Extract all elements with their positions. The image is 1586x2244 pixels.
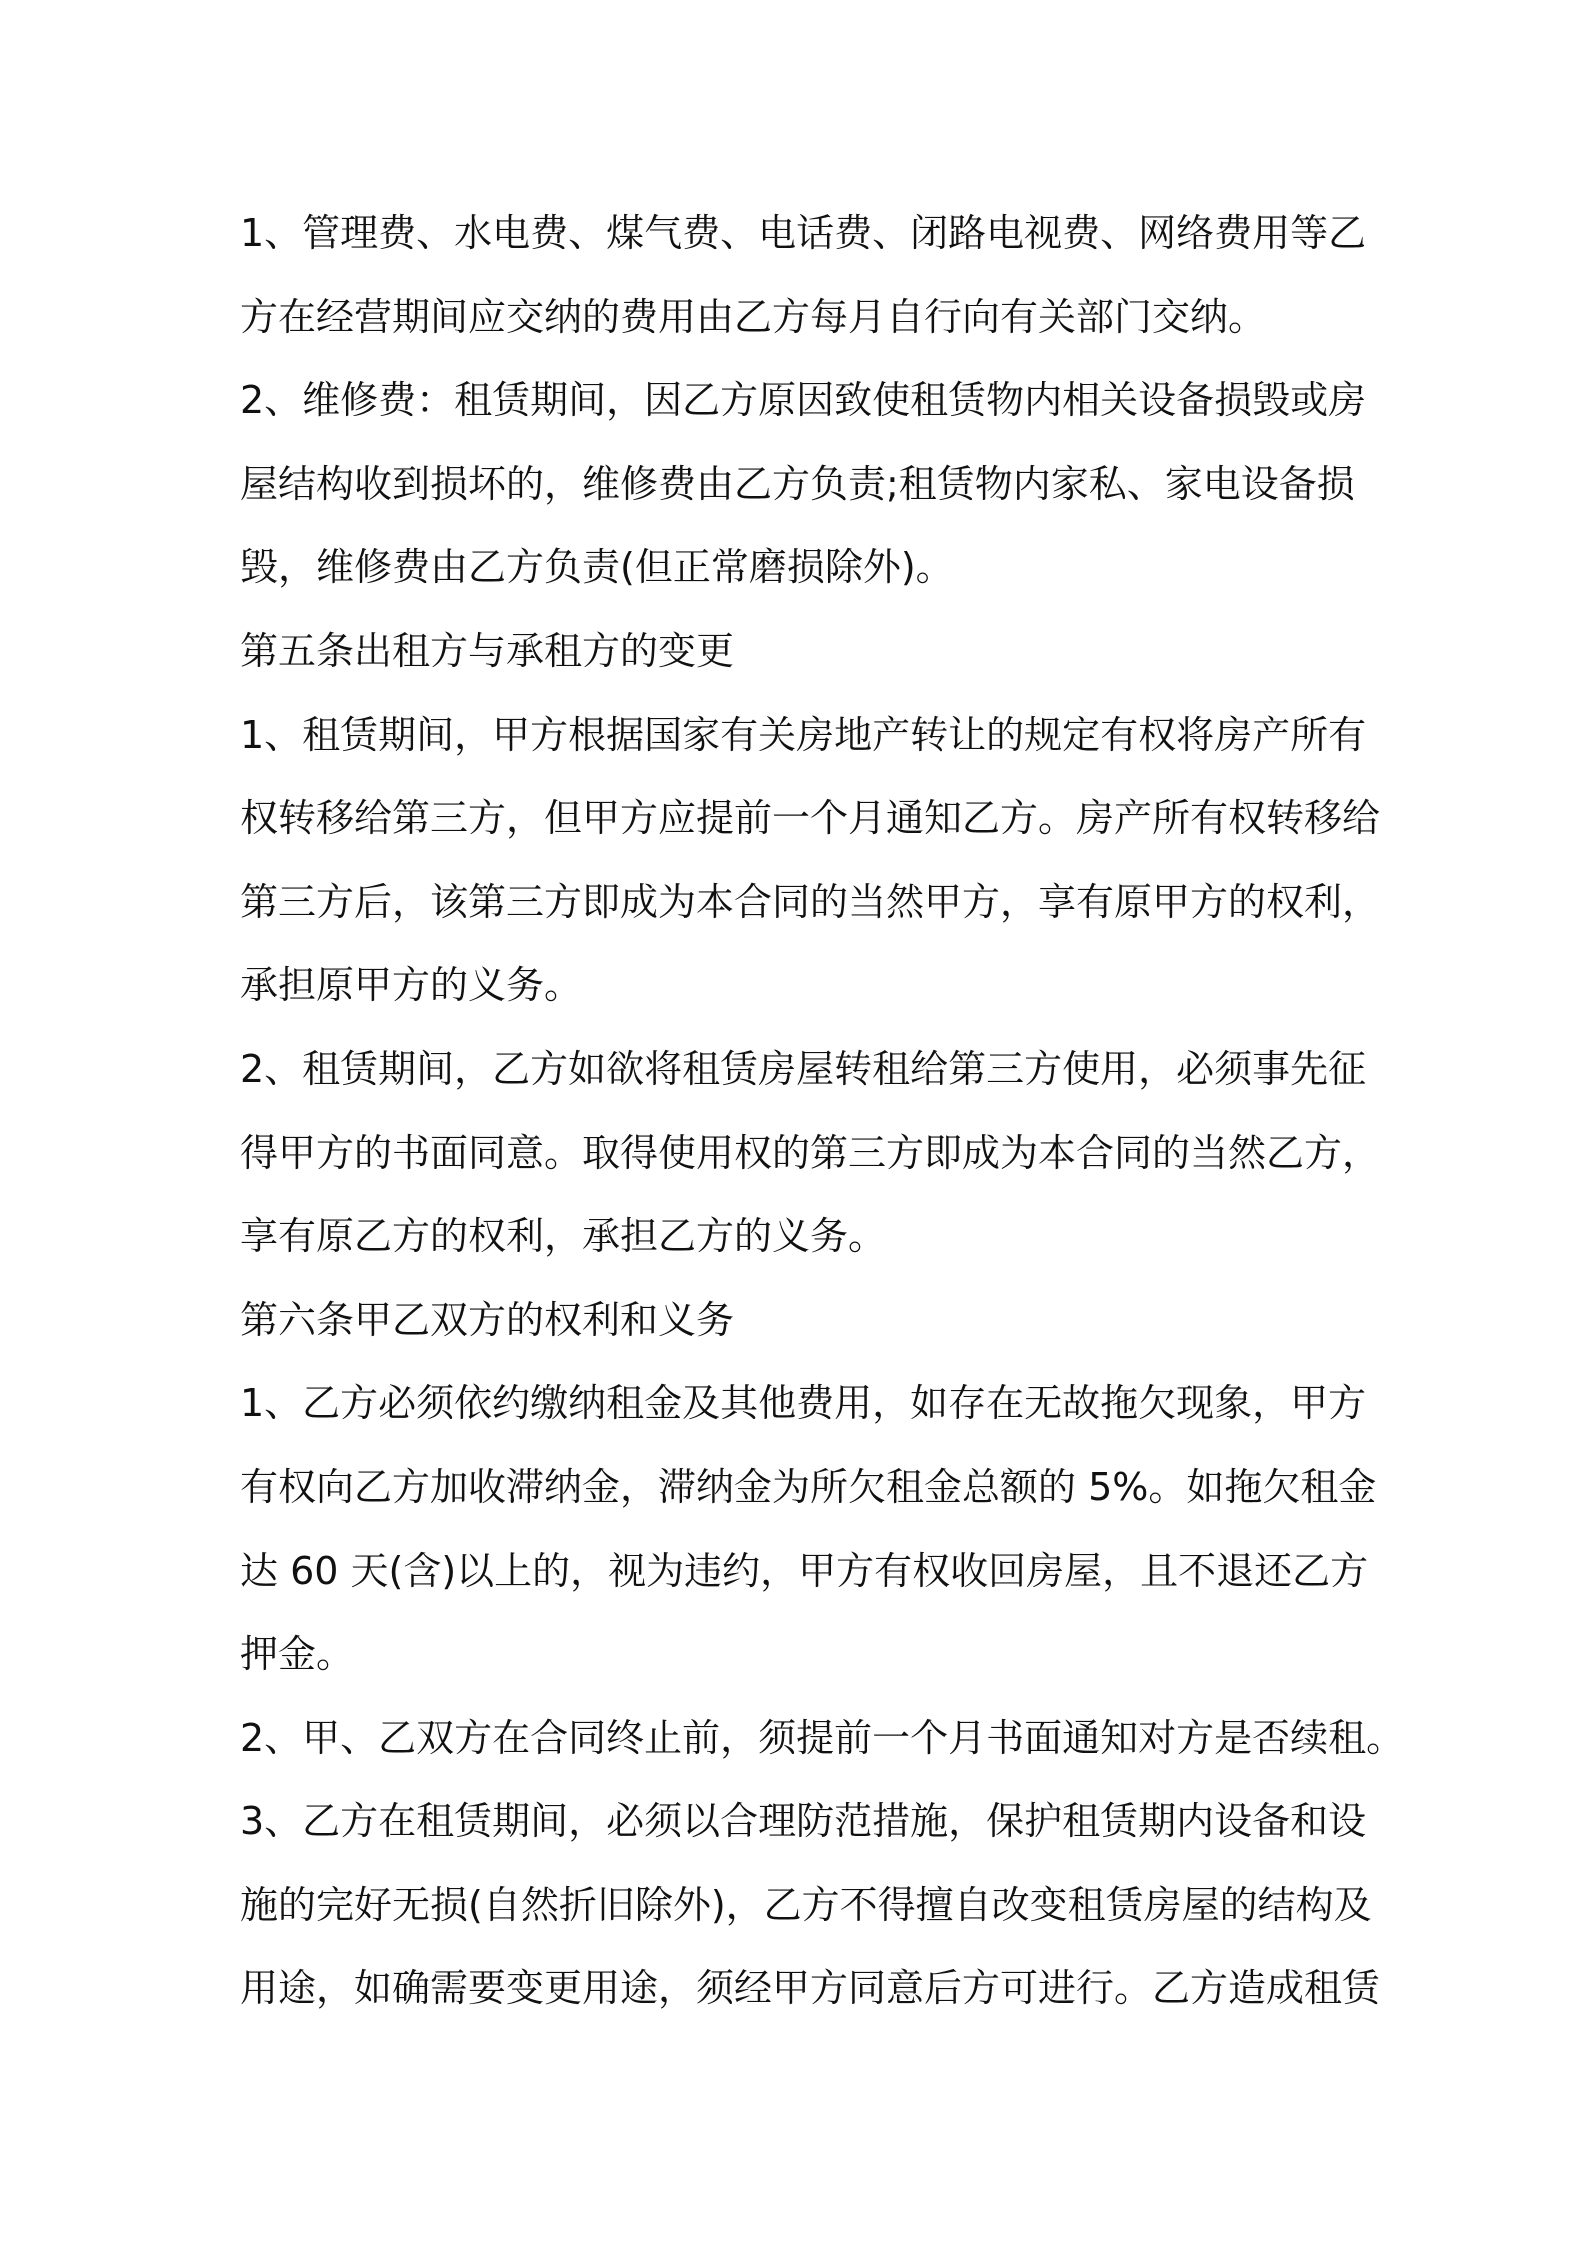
text-line: 方在经营期间应交纳的费用由乙方每月自行向有关部门交纳。: [240, 294, 1267, 339]
text-line: 2、甲、乙双方在合同终止前，须提前一个月书面通知对方是否续租。: [240, 1715, 1405, 1760]
section-heading: 第六条甲乙双方的权利和义务: [240, 1297, 735, 1342]
text-line: 达 60 天(含)以上的，视为违约，甲方有权收回房屋，且不退还乙方: [240, 1548, 1369, 1593]
text-line: 1、管理费、水电费、煤气费、电话费、闭路电视费、网络费用等乙: [240, 211, 1367, 255]
text-line: 1、租赁期间，甲方根据国家有关房地产转让的规定有权将房产所有: [240, 712, 1367, 757]
text-line: 有权向乙方加收滞纳金，滞纳金为所欠租金总额的 5%。如拖欠租金: [240, 1464, 1377, 1509]
text-line: 用途，如确需要变更用途，须经甲方同意后方可进行。乙方造成租赁: [240, 1966, 1381, 2011]
text-line: 3、乙方在租赁期间，必须以合理防范措施，保护租赁期内设备和设: [240, 1799, 1367, 1844]
document-body: [240, 192, 1405, 2031]
text-line: 施的完好无损(自然折旧除外)，乙方不得擅自改变租赁房屋的结构及: [240, 1882, 1372, 1927]
text-line: 屋结构收到损坏的，维修费由乙方负责;租赁物内家私、家电设备损: [240, 461, 1355, 506]
text-line: 1、乙方必须依约缴纳租金及其他费用，如存在无故拖欠现象，甲方: [240, 1381, 1367, 1426]
text-line: 第三方后，该第三方即成为本合同的当然甲方，享有原甲方的权利，: [240, 879, 1381, 924]
text-line: 权转移给第三方，但甲方应提前一个月通知乙方。房产所有权转移给: [240, 796, 1381, 841]
text-line: 2、租赁期间，乙方如欲将租赁房屋转租给第三方使用，必须事先征: [240, 1046, 1367, 1091]
text-line: 得甲方的书面同意。取得使用权的第三方即成为本合同的当然乙方，: [240, 1130, 1381, 1175]
section-heading: 第五条出租方与承租方的变更: [240, 628, 735, 673]
text-line: 押金。: [240, 1632, 355, 1677]
text-line: 承担原甲方的义务。: [240, 963, 583, 1008]
text-line: 2、维修费：租赁期间，因乙方原因致使租赁物内相关设备损毁或房: [240, 378, 1367, 423]
text-line: 享有原乙方的权利，承担乙方的义务。: [240, 1214, 887, 1259]
text-line: 毁，维修费由乙方负责(但正常磨损除外)。: [240, 545, 954, 590]
